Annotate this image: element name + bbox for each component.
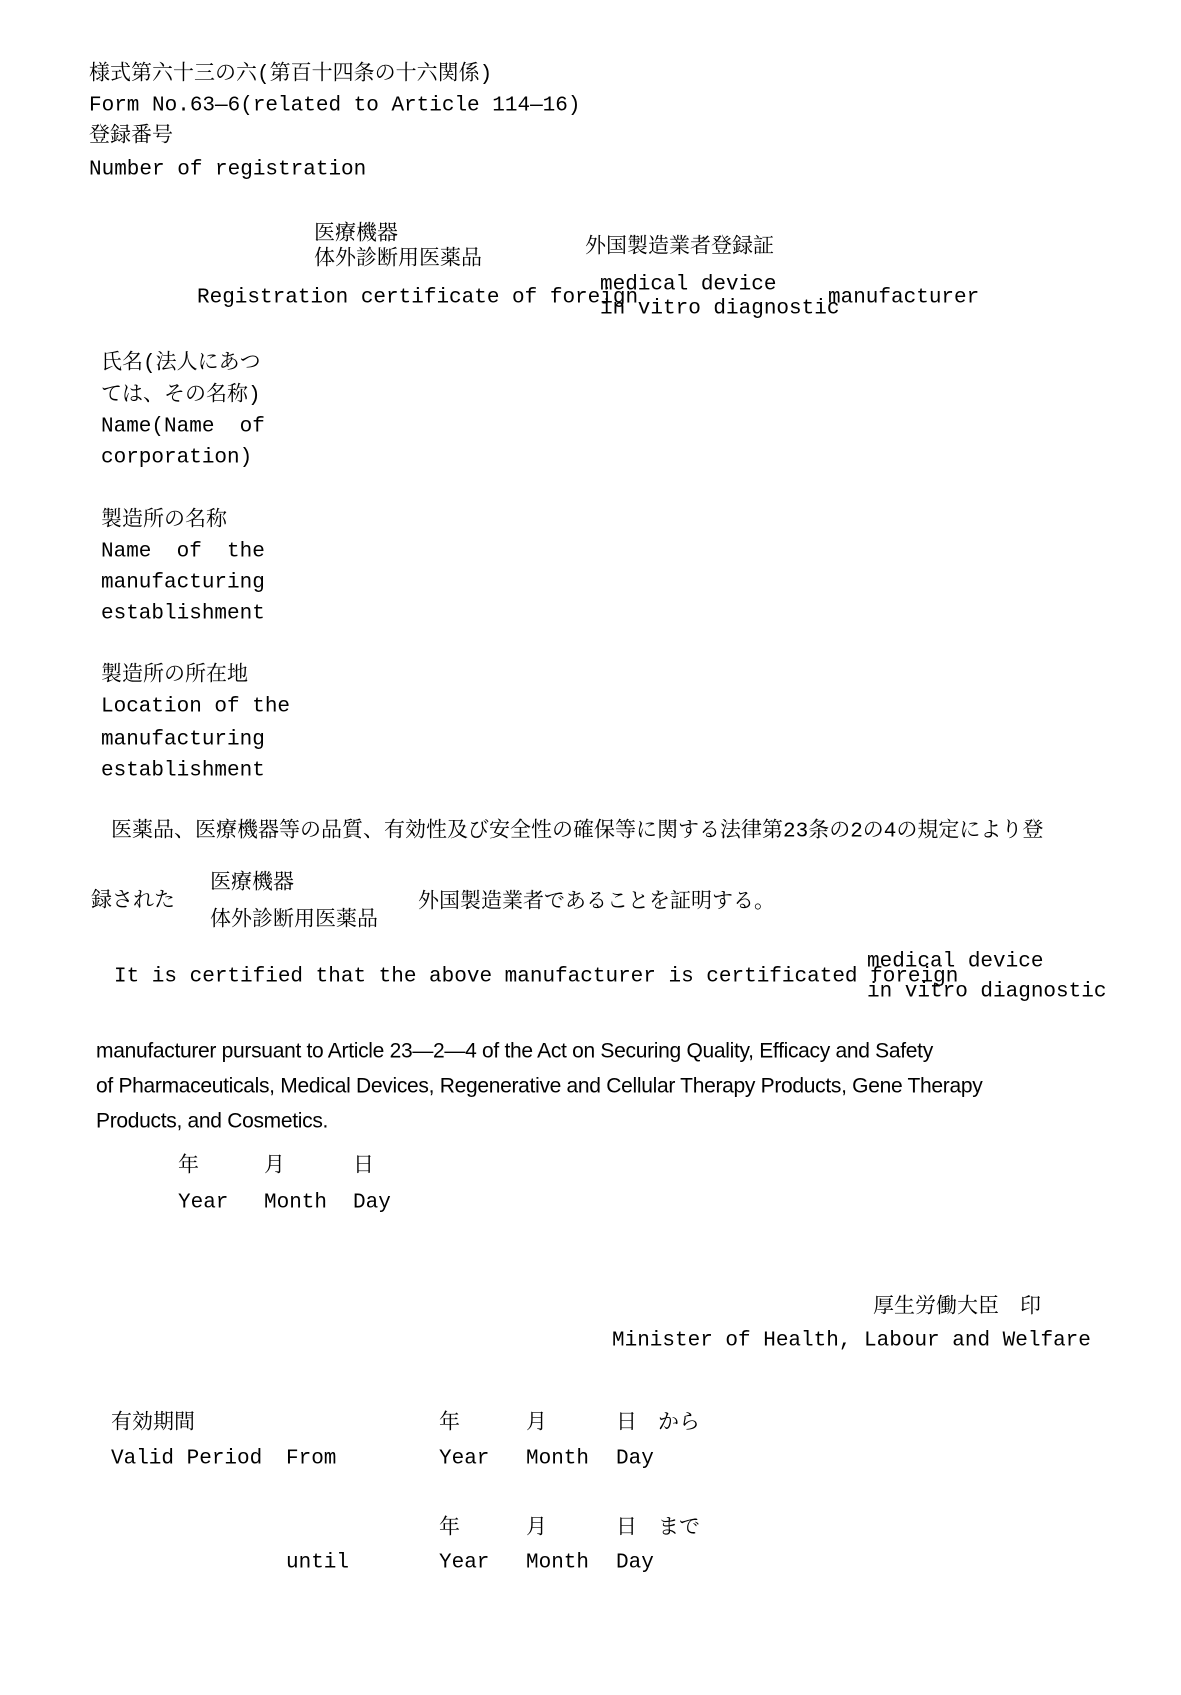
issue-day-ja: 日 <box>353 1155 374 1179</box>
registration-number-label-ja: 登録番号 <box>89 125 173 149</box>
establishment-name-label: 製造所の名称 <box>101 509 227 533</box>
from-day-en: Day <box>616 1447 654 1471</box>
establishment-location-label: manufacturing <box>101 728 265 752</box>
until-month-ja: 月 <box>526 1517 547 1541</box>
establishment-location-label: Location of the <box>101 695 291 719</box>
certification-text-en: manufacturer pursuant to Article 23―2―4 of the Act on Securing Quality, Efficacy and Safety <box>96 1039 933 1063</box>
establishment-name-label: establishment <box>101 602 265 626</box>
valid-period-label-ja: 有効期間 <box>111 1412 195 1436</box>
from-suffix-ja: から <box>658 1412 700 1436</box>
cert-option-ivd-en: in vitro diagnostic <box>867 980 1107 1004</box>
signer-ja: 厚生労働大臣 印 <box>873 1296 1041 1320</box>
certification-text-ja: 外国製造業者であることを証明する。 <box>418 891 775 915</box>
name-label: corporation) <box>101 446 253 470</box>
from-month-en: Month <box>526 1447 590 1471</box>
from-month-ja: 月 <box>526 1412 547 1436</box>
certification-text-en: It is certified that the above manufacturer is certificated foreign <box>114 965 959 989</box>
certification-text-ja: 医薬品、医療機器等の品質、有効性及び安全性の確保等に関する法律第23条の2の4の規定により登 <box>111 820 1044 844</box>
name-label: ては、その名称) <box>101 384 261 408</box>
valid-from-label: From <box>286 1447 337 1471</box>
issue-month-ja: 月 <box>264 1155 285 1179</box>
valid-period-label-en: Valid Period <box>111 1447 263 1471</box>
establishment-location-label: 製造所の所在地 <box>101 664 248 688</box>
registration-number-label-en: Number of registration <box>89 158 367 182</box>
certification-text-en: Products, and Cosmetics. <box>96 1109 329 1133</box>
from-day-ja: 日 <box>616 1412 637 1436</box>
cert-option-ivd-ja: 体外診断用医薬品 <box>210 909 378 933</box>
form-number-ja: 様式第六十三の六(第百十四条の十六関係) <box>89 63 493 87</box>
until-day-ja: 日 <box>616 1517 637 1541</box>
establishment-name-label: manufacturing <box>101 571 265 595</box>
until-day-en: Day <box>616 1551 654 1575</box>
title-option-ivd-ja: 体外診断用医薬品 <box>314 248 482 272</box>
certification-text-en: of Pharmaceuticals, Medical Devices, Regenerative and Cellular Therapy Products, Gene Therapy <box>96 1074 983 1098</box>
title-en-suffix: manufacturer <box>828 286 980 310</box>
title-ja: 外国製造業者登録証 <box>585 236 774 260</box>
form-number-en: Form No.63―6(related to Article 114―16) <box>89 94 581 118</box>
title-option-medical-device-en: medical device <box>600 273 777 297</box>
name-label: 氏名(法人にあつ <box>101 352 261 376</box>
until-suffix-ja: まで <box>658 1517 700 1541</box>
until-month-en: Month <box>526 1551 590 1575</box>
establishment-location-label: establishment <box>101 759 265 783</box>
signer-en: Minister of Health, Labour and Welfare <box>612 1329 1091 1353</box>
cert-option-medical-device-ja: 医療機器 <box>210 872 294 896</box>
cert-option-medical-device-en: medical device <box>867 950 1044 974</box>
issue-year-ja: 年 <box>178 1155 199 1179</box>
title-option-medical-device-ja: 医療機器 <box>314 223 398 247</box>
title-en-prefix: Registration certificate of foreign <box>197 286 639 310</box>
certification-text-ja: 録された <box>91 890 175 914</box>
valid-until-label: until <box>286 1551 350 1575</box>
establishment-name-label: Name of the <box>101 540 265 564</box>
name-label: Name(Name of <box>101 415 265 439</box>
issue-month-en: Month <box>264 1191 328 1215</box>
until-year-en: Year <box>439 1551 490 1575</box>
issue-day-en: Day <box>353 1191 391 1215</box>
issue-year-en: Year <box>178 1191 229 1215</box>
until-year-ja: 年 <box>439 1517 460 1541</box>
title-option-ivd-en: in vitro diagnostic <box>600 297 840 321</box>
from-year-ja: 年 <box>439 1412 460 1436</box>
from-year-en: Year <box>439 1447 490 1471</box>
